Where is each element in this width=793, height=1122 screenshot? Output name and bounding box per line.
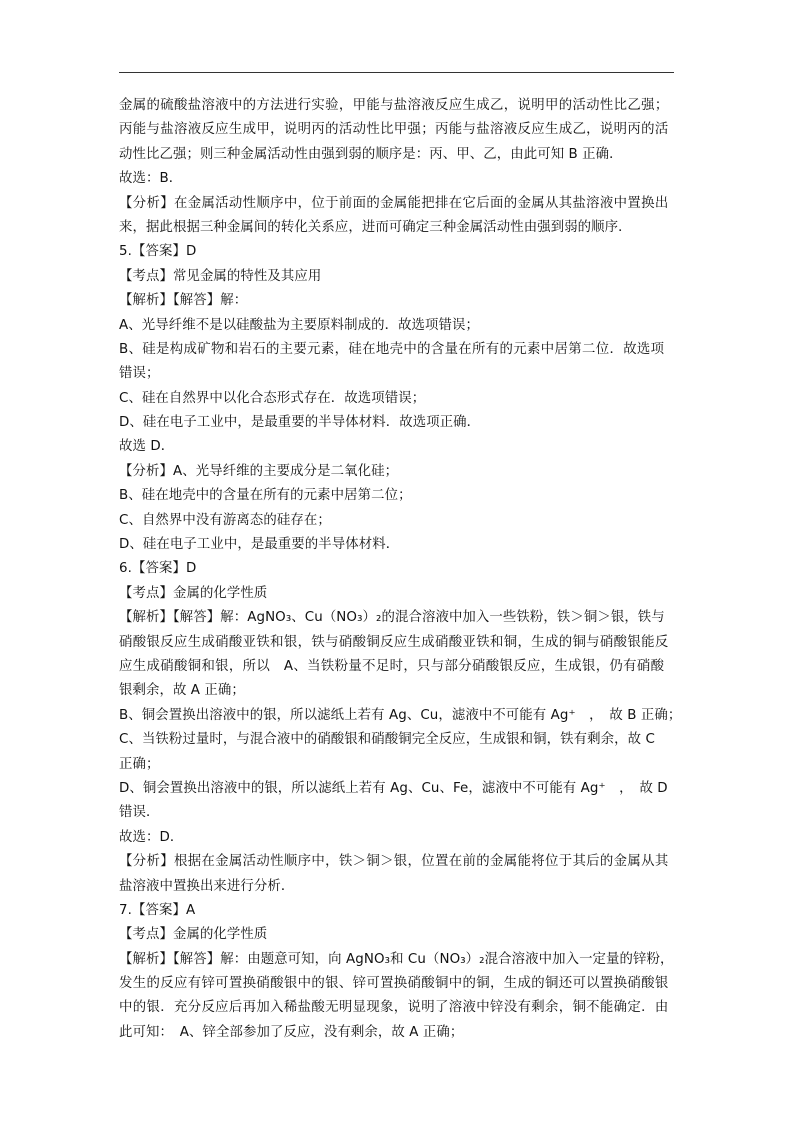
text-line: 银剩余，故 A 正确；	[119, 683, 245, 699]
text-line: 故选：B．	[119, 171, 183, 187]
text-line: 故选 D．	[119, 439, 175, 455]
text-line: 错误．	[119, 805, 160, 821]
text-line: 金属的硫酸盐溶液中的方法进行实验，甲能与盐溶液反应生成乙，说明甲的活动性比乙强；	[119, 98, 669, 113]
topic-line: 【考点】金属的化学性质	[119, 585, 268, 601]
text-line: 发生的反应有锌可置换硝酸银中的银、锌可置换硝酸铜中的铜，生成的铜还可以置换硝酸银	[119, 976, 669, 992]
text-line: 盐溶液中置换出来进行分析．	[119, 878, 295, 894]
text-line: 错误；	[119, 366, 160, 382]
text-line: D、铜会置换出溶液中的银，所以滤纸上若有 Ag、Cu、Fe，滤液中不可能有 Ag⁺ ， 故 D	[119, 780, 668, 796]
text-line: D、硅在电子工业中，是最重要的半导体材料．	[119, 537, 400, 553]
text-line: B、铜会置换出溶液中的银，所以滤纸上若有 Ag、Cu，滤液中不可能有 Ag⁺ ， 故 B 正确；	[119, 707, 682, 723]
text-line: 正确；	[119, 756, 160, 772]
text-line: 此可知： A、锌全部参加了反应，没有剩余，故 A 正确；	[119, 1024, 464, 1040]
text-line: B、硅在地壳中的含量在所有的元素中居第二位；	[119, 488, 412, 504]
text-line: 故选：D．	[119, 829, 184, 845]
solution-heading: 【解析】【解答】解：	[119, 293, 248, 309]
answer-heading: 6.【答案】D	[119, 561, 197, 577]
header-rule	[119, 72, 674, 73]
text-line: 中的银．充分反应后再加入稀盐酸无明显现象，说明了溶液中锌没有剩余，铜不能确定．由	[119, 1000, 669, 1016]
solution-heading: 【解析】【解答】解：由题意可知，向 AgNO₃和 Cu（NO₃）₂混合溶液中加入一定量的锌粉，	[119, 951, 674, 967]
topic-line: 【考点】金属的化学性质	[119, 927, 268, 943]
document-body	[119, 94, 682, 1045]
text-line: 硝酸银反应生成硝酸亚铁和银，铁与硝酸铜反应生成硝酸亚铁和铜，生成的铜与硝酸银能反	[119, 634, 669, 650]
text-line: 来，据此根据三种金属间的转化关系应，进而可确定三种金属活动性由强到弱的顺序．	[119, 219, 632, 235]
text-line: D、硅在电子工业中，是最重要的半导体材料．故选项正确．	[119, 415, 481, 431]
answer-heading: 7.【答案】A	[119, 902, 196, 918]
analysis-line: 【分析】A、光导纤维的主要成分是二氧化硅；	[119, 463, 399, 479]
text-line: 应生成硝酸铜和银，所以 A、当铁粉量不足时，只与部分硝酸银反应，生成银，仍有硝酸	[119, 658, 665, 674]
answer-heading: 5.【答案】D	[119, 244, 197, 260]
text-line: C、硅在自然界中以化合态形式存在．故选项错误；	[119, 390, 426, 406]
text-line: A、光导纤维不是以硅酸盐为主要原料制成的．故选项错误；	[119, 317, 480, 333]
text-line: 丙能与盐溶液反应生成甲，说明丙的活动性比甲强；丙能与盐溶液反应生成乙，说明丙的活	[119, 122, 669, 138]
analysis-line: 【分析】根据在金属活动性顺序中，铁＞铜＞银，位置在前的金属能将位于其后的金属从其	[119, 854, 669, 870]
analysis-line: 【分析】在金属活动性顺序中，位于前面的金属能把排在它后面的金属从其盐溶液中置换出	[119, 195, 669, 211]
text-line: 动性比乙强；则三种金属活动性由强到弱的顺序是：丙、甲、乙，由此可知 B 正确．	[119, 146, 623, 162]
text-line: C、自然界中没有游离态的硅存在；	[119, 512, 331, 528]
text-line: C、当铁粉过量时，与混合液中的硝酸银和硝酸铜完全反应，生成银和铜，铁有剩余，故 C	[119, 732, 655, 748]
solution-heading: 【解析】【解答】解：AgNO₃、Cu（NO₃）₂的混合溶液中加入一些铁粉，铁＞铜＞银，铁与	[119, 610, 665, 626]
text-line: B、硅是构成矿物和岩石的主要元素，硅在地壳中的含量在所有的元素中居第二位．故选项	[119, 341, 665, 357]
topic-line: 【考点】常见金属的特性及其应用	[119, 268, 322, 284]
